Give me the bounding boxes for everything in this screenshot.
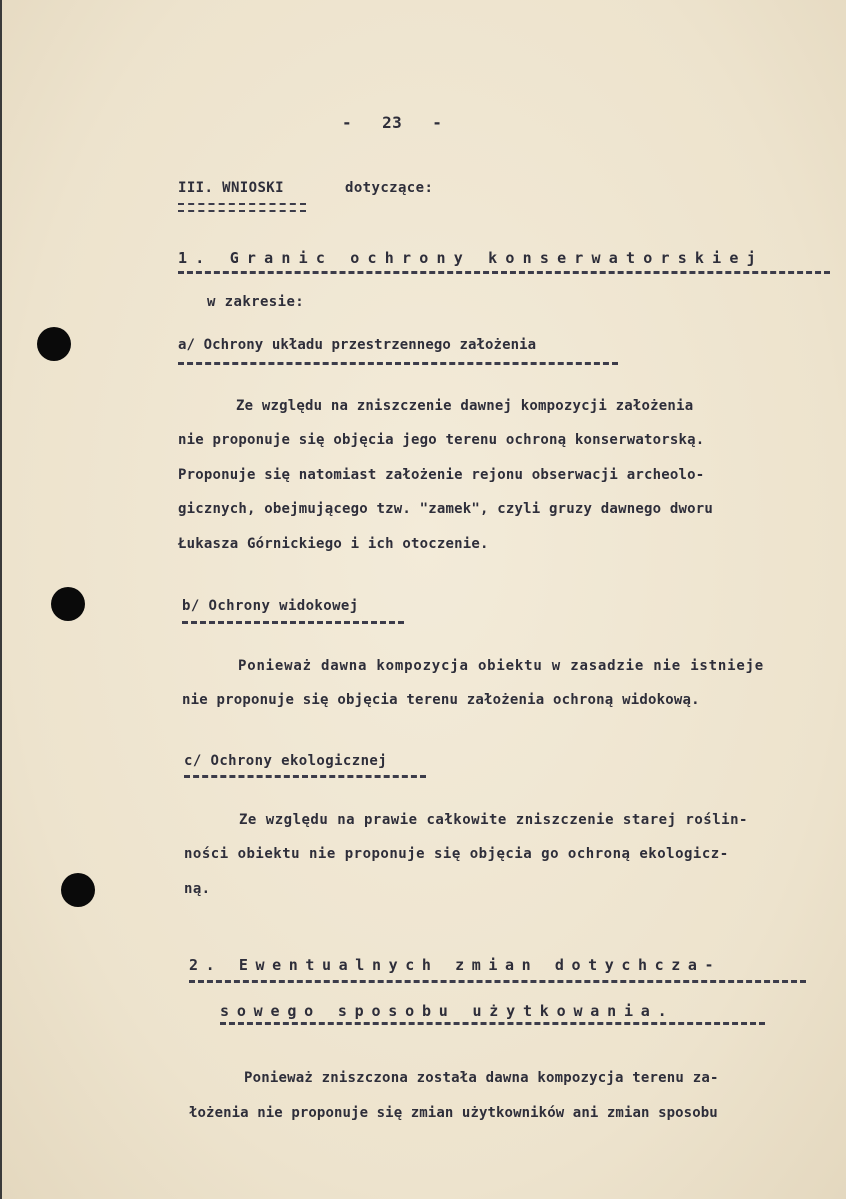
paragraph-b-line: nie proponuje się objęcia terenu założenia ochroną widokową. xyxy=(182,692,700,708)
subsection-a-underline xyxy=(178,362,618,365)
paragraph-c-line: Ze względu na prawie całkowite zniszczenie starej roślin- xyxy=(239,812,748,828)
paragraph-a-line: gicznych, obejmującego tzw. "zamek", czyli gruzy dawnego dworu xyxy=(178,501,713,517)
section-1-title: 1. Granic ochrony konserwatorskiej xyxy=(178,249,764,267)
section-1-subtitle: w zakresie: xyxy=(207,294,305,310)
subsection-c-underline xyxy=(184,775,426,778)
punch-hole xyxy=(51,587,85,621)
paragraph-a-line: Ze względu na zniszczenie dawnej kompozycji założenia xyxy=(236,398,694,414)
section-2-underline-1 xyxy=(189,980,806,983)
subsection-a-title: a/ Ochrony układu przestrzennego założenia xyxy=(178,337,537,353)
punch-hole xyxy=(61,873,95,907)
section-2-title-line-2: sowego sposobu użytkowania. xyxy=(220,1002,675,1020)
paragraph-a-line: nie proponuje się objęcia jego terenu ochroną konserwatorską. xyxy=(178,432,705,448)
paragraph-final-line: łożenia nie proponuje się zmian użytkowników ani zmian sposobu xyxy=(189,1105,718,1121)
paragraph-a-line: Łukasza Górnickiego i ich otoczenie. xyxy=(178,536,489,552)
paragraph-b-line: Ponieważ dawna kompozycja obiektu w zasadzie nie istnieje xyxy=(238,658,765,674)
paragraph-final-line: Ponieważ zniszczona została dawna kompozycja terenu za- xyxy=(244,1070,719,1086)
paragraph-c-line: ności obiektu nie proponuje się objęcia go ochroną ekologicz- xyxy=(184,846,729,862)
section-1-underline xyxy=(178,271,830,274)
heading-rest: dotyczące: xyxy=(345,180,434,196)
page-number: - 23 - xyxy=(342,113,443,132)
paragraph-c-line: ną. xyxy=(184,881,211,897)
subsection-b-title: b/ Ochrony widokowej xyxy=(182,598,359,614)
subsection-b-underline xyxy=(182,621,404,624)
section-2-title-line-1: 2. Ewentualnych zmian dotychcza- xyxy=(189,956,722,974)
subsection-c-title: c/ Ochrony ekologicznej xyxy=(184,753,388,769)
heading-roman: III. WNIOSKI xyxy=(178,180,284,196)
paragraph-a-line: Proponuje się natomiast założenie rejonu obserwacji archeolo- xyxy=(178,467,705,483)
punch-hole xyxy=(37,327,71,361)
heading-double-underline xyxy=(178,203,306,212)
section-2-underline-2 xyxy=(220,1022,765,1025)
